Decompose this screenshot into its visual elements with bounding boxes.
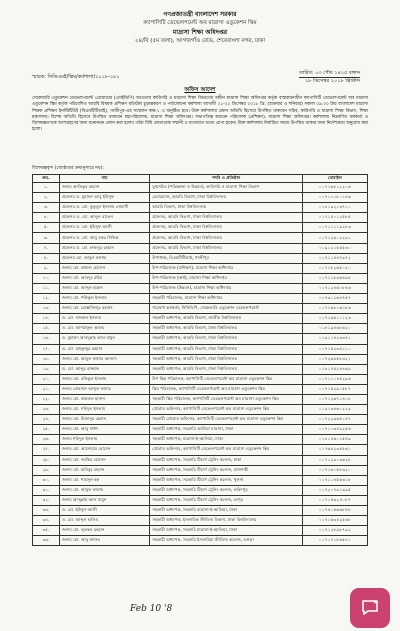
table-row [33, 445, 368, 455]
cell-name: ড. মো. মাহফুজুর রহমান [59, 344, 149, 354]
cell-serial: ২৯. [33, 465, 60, 475]
cell-mobile: ০১৭১৬৮১২২০৬ [302, 183, 367, 193]
cell-designation: যুগ্মসচিব (পরিকল্পনা ও উন্নয়ন), কারিগরি ও মাদ্রাসা শিক্ষা বিভাগ [150, 183, 303, 193]
cell-mobile: ০১৭১৫২৯০৫৮৭ [302, 384, 367, 394]
cell-mobile: ০১৭১৫২৩৪১১০ [302, 344, 367, 354]
cell-serial: ১২. [33, 294, 60, 304]
table-header-row [33, 175, 368, 183]
cell-serial: ৪. [33, 213, 60, 223]
table-row [33, 314, 368, 324]
table-row [33, 506, 368, 516]
cell-mobile: ০১৭৬৮২৩৪৫৬১ [302, 445, 367, 455]
cell-serial: ১. [33, 183, 60, 193]
cell-serial: ৩৪. [33, 516, 60, 526]
cell-name: প্রফেসর ড. মো. ফজলুর রহমান [59, 243, 149, 253]
cell-name: জনাব মো. আবুল কালাম আজাদ [59, 354, 149, 364]
cell-serial: ২. [33, 193, 60, 203]
cell-name: প্রফেসর ড. মো. আবু বকর সিদ্দিক [59, 233, 149, 243]
cell-name: জনাব মো. শফিকুল ইসলাম [59, 294, 149, 304]
cell-name: প্রফেসর ড. মো. আব্দুল বাতেন [59, 213, 149, 223]
cell-serial: ২২. [33, 394, 60, 404]
letterhead [0, 10, 400, 46]
cell-serial: ১৪. [33, 314, 60, 324]
cell-designation: সহকারী পরিচালক, মাদ্রাসা শিক্ষা অধিদপ্তর [150, 294, 303, 304]
cell-serial: ৩৩. [33, 506, 60, 516]
cell-serial: ৩০. [33, 475, 60, 485]
cell-mobile: ০১৭১৬০৫৮৩২০ [302, 465, 367, 475]
cell-designation: উপ-পরিচালক (প্রশিক্ষণ), মাদ্রাসা শিক্ষা অধিদপ্তর [150, 263, 303, 273]
cell-serial: ২৩. [33, 405, 60, 415]
cell-designation: স্কিম পরিচালক, ক্যাপাসিটি ডেভেলপমেন্ট অব মাদ্রাসা এডুকেশন স্কিম [150, 384, 303, 394]
table-row [33, 516, 368, 526]
cell-designation: প্রফেসর, আরবি বিভাগ, ঢাকা বিশ্ববিদ্যালয় [150, 243, 303, 253]
chat-sparkle-icon [360, 598, 380, 618]
cell-name: জনাব আতিকুর রহমান [59, 183, 149, 193]
cell-mobile: ০১৭১১০৪৫২৯৬ [302, 374, 367, 384]
cell-mobile: ০১৭১২৮৯৮৭৯২ [302, 526, 367, 536]
table-body [33, 183, 368, 546]
cell-serial: ৬. [33, 233, 60, 243]
cell-mobile: ০১৭১১১১৯২৮৩ [302, 223, 367, 233]
cell-serial: ৫. [33, 223, 60, 233]
cell-serial: ৩. [33, 203, 60, 213]
cell-serial: ২৪. [33, 415, 60, 425]
date-english: ১৮ ডিসেম্বর ২০১৮ খ্রিস্টাব্দ [299, 77, 360, 85]
cell-name: জনাব মো. শামসুল হক [59, 475, 149, 485]
header-line-2: ক্যাপাসিটি ডেভেলপমেন্ট অব মাদ্রাসা এডুকেশন স্কিম [143, 20, 257, 26]
cell-designation: উপাধ্যক্ষ, বিএমটিটিআই, গাজীপুর [150, 253, 303, 263]
cell-name: জনাব মোহাম্মদ আব্দুল কাদের [59, 384, 149, 394]
cell-serial: ২৮. [33, 455, 60, 465]
cell-serial: ৩৬. [33, 536, 60, 546]
cell-mobile: ০১৭১৫০১২৫৮৫ [302, 213, 367, 223]
cell-mobile: ০১৭৪০৫৬৬৮৪৮ [302, 506, 367, 516]
header-name: নাম [59, 175, 149, 183]
body-paragraph: সেকেন্ডারি এডুকেশন ডেভেলপমেন্ট প্রোগ্রামের (এসইডিপি) আওতায় কারিগরি ও মাদ্রাসা শিক্ষা বিভাগের অধীন মাদ্রাসা শিক্ষা অধিদপ্তর কর্তৃক বাস্তবায়নাধীন ক্যাপাসিটি ডেভেলপমেন্ট অব মাদ্রাসা এডুকেশন স্কিম কর্তৃক পরিবেশিত আরবি বিষয়ক প্রশিক্ষণ মডিউল চূড়ান্তকরণ ও পর্যালোচনা কর্মশালা আগামী ২১-২২ ডিসেম্বর ২০১৮ খ্রি. (শুক্রবার ও শনিবার) সকাল ০৯.০০ টায় বাংলাদেশ মাদ্রাসা শিক্ষক প্রশিক্ষণ ইনস্টিটিউট (বিএমটিটিআই), গাজীপুর-এর সম্মেলন কক্ষ-১ এ অনুষ্ঠিত হবে। উক্ত কর্মশালায় প্রধান অতিথি হিসেবে উপস্থিত থাকবেন সচিব, কারিগরি ও মাদ্রাসা শিক্ষা বিভাগ, শিক্ষা মন্ত্রণালয়। বিশেষ অতিথি হিসেবে উপস্থিত থাকবেন মহাপরিচালক, মাদ্রাসা শিক্ষা অধিদপ্তর। সভাপতিত্ব করবেন পরিচালক (প্রশিক্ষণ), মাদ্রাসা শিক্ষা অধিদপ্তর। কর্মশালায় নিম্নবর্ণিত কর্মকর্তা ও বিশেষজ্ঞগণকে অংশগ্রহণের জন্য মনোনয়ন প্রদান করা হলো। তাঁরা বিধি মোতাবেক সম্মানী ও যাতায়াত ভাতা প্রাপ্য হবেন। উক্ত কর্মশালায় নির্ধারিত সময়ে উপস্থিত থাকার জন্য নির্দেশক্রমে অনুরোধ করা হলো। [32, 96, 368, 133]
cell-mobile: ০১৭১০৩৪৯২৫৬ [302, 425, 367, 435]
table-row [33, 203, 368, 213]
cell-designation: সহকারী অধ্যাপক, সরকারি টিচার্স ট্রেনিং কলেজ, রংপুর [150, 495, 303, 505]
table-row [33, 394, 368, 404]
cell-serial: ৩১. [33, 485, 60, 495]
cell-mobile: ০১৭১১৮৩৬৪৯৮ [302, 273, 367, 283]
cell-serial: ১০. [33, 273, 60, 283]
cell-designation: সহকারী অধ্যাপক, সরকারি আলিয়া মাদ্রাসা, ঢাকা [150, 425, 303, 435]
cell-name: প্রফেসর মো. আবুল কাশেম [59, 253, 149, 263]
cell-serial: ৩২. [33, 495, 60, 505]
cell-mobile: ০১৭১৫৩২৪০৮৭ [302, 495, 367, 505]
cell-mobile: ০১৮১৯৪৩৮৬২০ [302, 324, 367, 334]
table-row [33, 273, 368, 283]
table-row [33, 324, 368, 334]
cell-mobile: ০১৭১৬৫১০১২৩ [302, 314, 367, 324]
cell-name: জনাব শহিদুল ইসলাম [59, 435, 149, 445]
table-row [33, 364, 368, 374]
cell-name: ড. মো. নজরুল ইসলাম [59, 314, 149, 324]
cell-mobile: ০১৭১৭০৮৬৫৪১ [302, 536, 367, 546]
header-serial: ক্রম. [33, 175, 60, 183]
nominee-table [32, 174, 368, 546]
table-row [33, 455, 368, 465]
cell-name: জনাব মো. আব্দুল হান্নান [59, 283, 149, 293]
cell-serial: ২৬. [33, 435, 60, 445]
header-designation: পদবি ও প্রতিষ্ঠান [150, 175, 303, 183]
table-row [33, 425, 368, 435]
cell-name: জনাব মো. জাকির হোসেন [59, 455, 149, 465]
cell-name: জনাব মো. মোস্তাফিজুর রহমান [59, 304, 149, 314]
cell-mobile: ০১৯১১৪২৩৩৪১ [302, 334, 367, 344]
cell-designation: প্রোগ্রাম অফিসার, ক্যাপাসিটি ডেভেলপমেন্ট অব মাদ্রাসা এডুকেশন স্কিম [150, 445, 303, 455]
cell-mobile: ০১৭১১০৮০১৪৬ [302, 193, 367, 203]
table-row [33, 294, 368, 304]
cell-mobile: ০১৭২২৩৬৫১৪৭ [302, 415, 367, 425]
cell-designation: গবেষণা কর্মকর্তা, নিসিডিপি, সেকেন্ডারি এডুকেশন ডেভেলপমেন্ট [150, 304, 303, 314]
cell-name: জনাব মো. মিজানুর রহমান [59, 415, 149, 425]
cell-designation: সহকারী অধ্যাপক, আরবি বিভাগ, ঢাকা বিশ্ববিদ্যালয় [150, 334, 303, 344]
table-row [33, 435, 368, 445]
cell-designation: উপ স্কিম পরিচালক, ক্যাপাসিটি ডেভেলপমেন্ট অব মাদ্রাসা এডুকেশন স্কিম [150, 374, 303, 384]
cell-designation: সহকারী অধ্যাপক, আরবি বিভাগ, জাতীয় বিশ্ববিদ্যালয় [150, 314, 303, 324]
cell-serial: ১৯. [33, 364, 60, 374]
cell-designation: প্রফেসর, আরবি বিভাগ, ঢাকা বিশ্ববিদ্যালয় [150, 213, 303, 223]
cell-name: প্রফেসর ড. মো. কুতুবুল ইসলাম নোমানী [59, 203, 149, 213]
header-line-1: গণপ্রজাতন্ত্রী বাংলাদেশ সরকার [163, 11, 237, 18]
cell-mobile: ০১৮১৯২০৩৭১০ [302, 203, 367, 213]
cell-serial: ৮. [33, 253, 60, 263]
table-row [33, 233, 368, 243]
cell-mobile: ০১৭১৬৩৪২৫৬৮ [302, 516, 367, 526]
cell-designation: সহকারী অধ্যাপক, সরকারি ইসলামিয়া স্টাডিজ কলেজ, বগুড়া [150, 536, 303, 546]
table-row [33, 526, 368, 536]
header-line-4: ২৪/বি (৫ম তলা), আগারগাঁও রোড, শেরেবাংলা নগর, ঢাকা [134, 38, 266, 44]
cell-designation: সহকারী অধ্যাপক, সরকারি টিচার্স ট্রেনিং কলেজ, ফরিদপুর [150, 485, 303, 495]
cell-designation: সহকারী অধ্যাপক, সরকারি টিচার্স ট্রেনিং কলেজ, খুলনা [150, 475, 303, 485]
cell-serial: ১১. [33, 283, 60, 293]
cell-name: জনাব মো. হাবিবুর রহমান [59, 465, 149, 475]
cell-serial: ৩৫. [33, 526, 60, 536]
cell-designation: সহকারী অধ্যাপক, ইসলামিক স্টাডিজ বিভাগ, ঢাকা বিশ্ববিদ্যালয় [150, 516, 303, 526]
list-intro: বিশেষজ্ঞবৃন্দ (জ্যেষ্ঠতার ক্রমানুসারে নয়): [32, 166, 104, 171]
table-row [33, 405, 368, 415]
cell-mobile: ০১৭৩১২৬৪৭৫৭ [302, 294, 367, 304]
cell-mobile: ০১৭১২৬৭১৪০৮ [302, 394, 367, 404]
cell-mobile: ০১৮১৪৬০১৫৪৯ [302, 435, 367, 445]
cell-serial: ৯. [33, 263, 60, 273]
cell-mobile: ০১৭১১৪৫৬৩১৮ [302, 475, 367, 485]
cell-mobile: ০১৭১২৪৬০৮৪৬ [302, 283, 367, 293]
chat-assistant-button[interactable] [350, 588, 390, 628]
cell-serial: ২৫. [33, 425, 60, 435]
cell-name: প্রফেসর ড. মুহাম্মদ আবু ইউসুফ [59, 193, 149, 203]
cell-name: জনাব মো. আবু সাঈদ [59, 425, 149, 435]
table-row [33, 193, 368, 203]
table-row [33, 465, 368, 475]
cell-mobile: ০১৭১৬৮০৬১৮৩ [302, 304, 367, 314]
table-row [33, 354, 368, 364]
cell-designation: সহকারী অধ্যাপক, মাদ্রাসা-ই-আলিয়া, ঢাকা [150, 435, 303, 445]
table-row [33, 213, 368, 223]
cell-mobile: ০১৭১৮২৬৫০২০ [302, 263, 367, 273]
table-row [33, 253, 368, 263]
cell-serial: ২৭. [33, 445, 60, 455]
table-row [33, 263, 368, 273]
cell-name: জনাব মো. আবুল কাশেম [59, 485, 149, 495]
cell-mobile: ০১৯১২১৫৫৫৩০ [302, 243, 367, 253]
cell-mobile: ০১৭২০৭৩১৯৯৫ [302, 485, 367, 495]
cell-name: ড. মো. আব্দুল হালিম [59, 516, 149, 526]
cell-name: ড. মো. আব্দুর রাজ্জাক [59, 364, 149, 374]
cell-name: জনাব মো. আবদুর রহিম [59, 273, 149, 283]
cell-name: জনাব মো. আবু জাফর [59, 536, 149, 546]
cell-mobile: ০১৭২৬৫৫৮৩২১ [302, 354, 367, 364]
cell-name: ড. মো. আশরাফুল আলম [59, 324, 149, 334]
cell-mobile: ০১৯১৩৪৬০২২৯ [302, 405, 367, 415]
table-row [33, 334, 368, 344]
header-mobile: মোবাইল [302, 175, 367, 183]
cell-name: জনাব আব্দুল্লাহ আল মামুন [59, 495, 149, 505]
cell-designation: সহকারী অধ্যাপক, সরকারি মাদ্রাসা-ই-আলিয়া, ঢাকা [150, 506, 303, 516]
cell-designation: সহকারী অধ্যাপক, আরবি বিভাগ, ঢাকা বিশ্ববিদ্যালয় [150, 344, 303, 354]
table-row [33, 283, 368, 293]
cell-designation: সহকারী স্কিম পরিচালক, ক্যাপাসিটি ডেভেলপমেন্ট অব মাদ্রাসা এডুকেশন স্কিম [150, 394, 303, 404]
table-row [33, 495, 368, 505]
cell-mobile: ০১৮১৭৫২৪৪৬৯ [302, 364, 367, 374]
cell-designation: সহকারী অধ্যাপক, আরবি বিভাগ, ঢাকা বিশ্ববিদ্যালয় [150, 324, 303, 334]
cell-designation: প্রফেসর, আরবি বিভাগ, ঢাকা বিশ্ববিদ্যালয় [150, 233, 303, 243]
cell-serial: ১৫. [33, 324, 60, 334]
cell-designation: উপ-পরিচালক (অর্থ), মাদ্রাসা শিক্ষা অধিদপ্তর [150, 273, 303, 283]
table-row [33, 223, 368, 233]
cell-serial: ১৮. [33, 354, 60, 364]
handwritten-signature: Feb 10 '8 [130, 604, 173, 614]
table-row [33, 475, 368, 485]
header-line-3: মাদ্রাসা শিক্ষা অধিদপ্তর [172, 29, 228, 36]
cell-designation: সহকারী অধ্যাপক, সরকারি টিচার্স ট্রেনিং কলেজ, রাজশাহী [150, 465, 303, 475]
table-row [33, 384, 368, 394]
table-row [33, 183, 368, 193]
cell-designation: চেয়ারম্যান, আরবি বিভাগ, ঢাকা বিশ্ববিদ্যালয় [150, 193, 303, 203]
cell-serial: ৭. [33, 243, 60, 253]
cell-name: জনাব মো. শহিদুল ইসলাম [59, 405, 149, 415]
date-bangla: তারিখ: ০৩ পৌষ ১৪২৫ বঙ্গাব্দ [299, 70, 360, 76]
cell-name: ড. মুহাম্মদ আবদুল্লাহ আল মামুন [59, 334, 149, 344]
cell-serial: ১৩. [33, 304, 60, 314]
table-row [33, 374, 368, 384]
cell-designation: প্রফেসর, আরবি বিভাগ, ঢাকা বিশ্ববিদ্যালয় [150, 223, 303, 233]
cell-designation: সহকারী অধ্যাপক, সরকারি টিচার্স ট্রেনিং কলেজ, ঢাকা [150, 455, 303, 465]
table-row [33, 243, 368, 253]
date-block [299, 70, 360, 85]
cell-mobile: ০১৭১২৯০৩৬২৮ [302, 455, 367, 465]
cell-mobile: ০১৭১১৪৪৭৯৭২ [302, 253, 367, 263]
cell-designation: আরবি বিভাগ, ঢাকা বিশ্ববিদ্যালয় [150, 203, 303, 213]
table-row [33, 415, 368, 425]
cell-name: প্রফেসর ড. মো. ইউসুফ আলী [59, 223, 149, 233]
table-row [33, 485, 368, 495]
cell-designation: উপ-পরিচালক (উন্নয়ন), মাদ্রাসা শিক্ষা অধিদপ্তর [150, 283, 303, 293]
cell-serial: ২০. [33, 374, 60, 384]
cell-name: জনাব মো. কামরুল হাসান [59, 394, 149, 404]
table-row [33, 304, 368, 314]
cell-serial: ১৭. [33, 344, 60, 354]
cell-serial: ১৬. [33, 334, 60, 344]
cell-name: ড. মো. ইউনুস আলী [59, 506, 149, 516]
cell-designation: সহকারী প্রোগ্রাম অফিসার, ক্যাপাসিটি ডেভেলপমেন্ট অব মাদ্রাসা এডুকেশন স্কিম [150, 415, 303, 425]
cell-name: জনাব মো. কামাল হোসেন [59, 263, 149, 273]
cell-name: জনাব মো. রফিকুল ইসলাম [59, 374, 149, 384]
office-order-title: অফিস আদেশ [184, 87, 216, 93]
memo-number: স্মারক: সিডিএমই/স্কিম/কর্মশালা/২০১৮-১৮১ [32, 74, 120, 80]
cell-serial: ২১. [33, 384, 60, 394]
table-row [33, 344, 368, 354]
cell-designation: সহকারী অধ্যাপক, সরকারি মাদ্রাসা-ই-আলিয়া, ঢাকা [150, 526, 303, 536]
cell-name: জনাব মো. আনোয়ার হোসেন [59, 445, 149, 455]
cell-name: জনাব মো. লুতফর রহমান [59, 526, 149, 536]
table-row [33, 536, 368, 546]
cell-designation: প্রোগ্রাম অফিসার, ক্যাপাসিটি ডেভেলপমেন্ট অব মাদ্রাসা এডুকেশন স্কিম [150, 405, 303, 415]
cell-designation: সহকারী অধ্যাপক, আরবি বিভাগ, ঢাকা বিশ্ববিদ্যালয় [150, 364, 303, 374]
cell-mobile: ০১৭১২৬০২২৯১ [302, 233, 367, 243]
cell-designation: সহকারী অধ্যাপক, আরবি বিভাগ, ঢাকা বিশ্ববিদ্যালয় [150, 354, 303, 364]
